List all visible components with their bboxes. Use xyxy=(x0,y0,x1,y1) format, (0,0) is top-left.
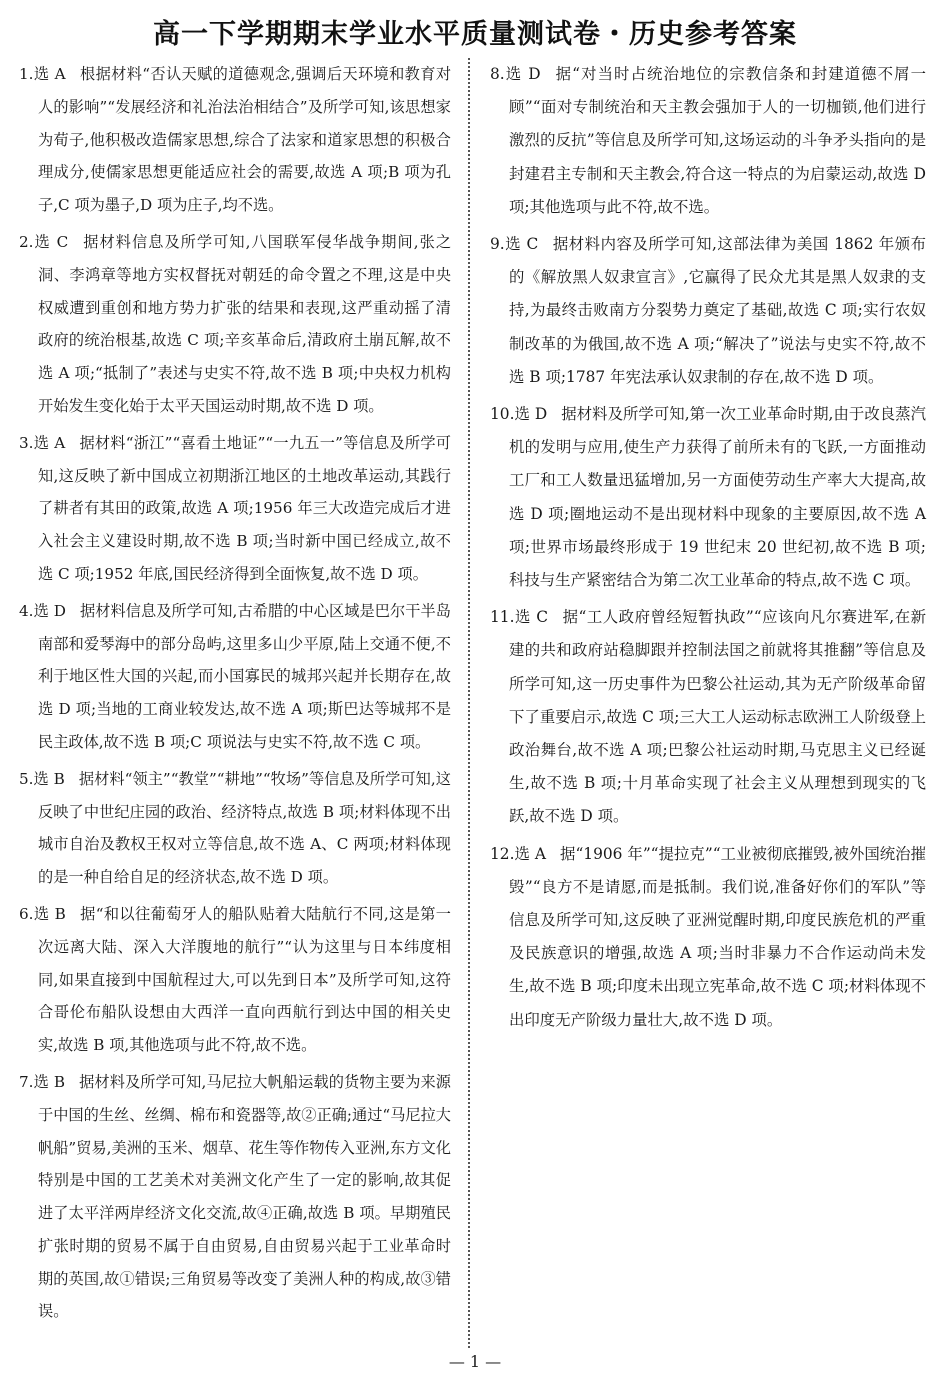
answer-item xyxy=(490,398,926,597)
item-number: 11. xyxy=(490,608,515,627)
item-explanation: 据材料及所学可知,第一次工业革命时期,由于改良蒸汽机的发明与应用,使生产力获得了前所未有的飞跃,一方面推动工厂和工人数量迅猛增加,另一方面使劳动生产率大大提高,故选 D 项;圈地运动不是出现材料中现象的主要原因,故不选 A 项;世界市场最终形成于 19 世纪末 20 世纪初,故不选 B 项;科技与生产紧密结合为第二次工业革命的特点,故不选 C 项。 xyxy=(509,405,926,590)
item-explanation: 据材料内容及所学可知,这部法律为美国 1862 年颁布的《解放黑人奴隶宣言》,它赢得了民众尤其是黑人奴隶的支持,为最终击败南方分裂势力奠定了基础,故选 C 项;实行农奴制改革的为俄国,故不选 A 项;“解决了”说法与史实不符,故不选 B 项;1787 年宪法承认奴隶制的存在,故不选 D 项。 xyxy=(509,235,926,386)
item-answer: 选 B xyxy=(33,904,66,923)
item-answer: 选 A xyxy=(514,844,546,863)
answer-item xyxy=(490,58,926,224)
item-number: 8. xyxy=(490,65,505,83)
right-column xyxy=(490,58,926,1041)
item-answer: 选 C xyxy=(504,235,539,254)
item-answer: 选 A xyxy=(33,65,66,83)
item-number: 5. xyxy=(19,769,34,788)
item-number: 2. xyxy=(19,232,34,251)
answer-item xyxy=(19,427,451,591)
item-explanation: 据材料“领主”“教堂”“耕地”“牧场”等信息及所学可知,这反映了中世纪庄园的政治、经济特点,故选 B 项;材料体现不出城市自治及教权王权对立等信息,故不选 A、C 两项;材料体现的是一种自给自足的经济状态,故不选 D 项。 xyxy=(38,769,451,887)
item-explanation: 据材料“浙江”“喜看土地证”“一九五一”等信息及所学可知,这反映了新中国成立初期浙江地区的土地改革运动,其践行了耕者有其田的政策,故选 A 项;1956 年三大改造完成后才进入社会主义建设时期,故不选 B 项;当时新中国已经成立,故不选 C 项;1952 年底,国民经济得到全面恢复,故不选 D 项。 xyxy=(38,433,451,583)
left-column xyxy=(19,58,451,1332)
item-answer: 选 B xyxy=(33,1072,65,1091)
item-number: 12. xyxy=(490,844,515,863)
page-title: 高一下学期期末学业水平质量测试卷・历史参考答案 xyxy=(153,19,797,50)
item-explanation: 据“对当时占统治地位的宗教信条和封建道德不屑一顾”“面对专制统治和天主教会强加于人的一切枷锁,他们进行激烈的反抗”等信息及所学可知,这场运动的斗争矛头指向的是封建君主专制和天主教会,符合这一特点的为启蒙运动,故选 D 项;其他选项与此不符,故不选。 xyxy=(509,65,927,216)
item-number: 1. xyxy=(19,65,34,83)
item-answer: 选 D xyxy=(33,601,66,620)
item-explanation: 据材料信息及所学可知,古希腊的中心区域是巴尔干半岛南部和爱琴海中的部分岛屿,这里多山少平原,陆上交通不便,不利于地区性大国的兴起,而小国寡民的城邦兴起并长期存在,故选 D 项;当地的工商业较发达,故不选 A 项;斯巴达等城邦不是民主政体,故不选 B 项;C 项说法与史实不符,故不选 C 项。 xyxy=(38,601,451,751)
answer-item xyxy=(19,898,451,1062)
item-answer: 选 B xyxy=(33,769,65,788)
item-explanation: 据材料信息及所学可知,八国联军侵华战争期间,张之洞、李鸿章等地方实权督抚对朝廷的命令置之不理,这是中央权威遭到重创和地方势力扩张的结果和表现,这严重动摇了清政府的统治根基,故选 C 项;辛亥革命后,清政府土崩瓦解,故不选 A 项;“抵制了”表述与史实不符,故不选 B 项;中央权力机构开始发生变化始于太平天国运动时期,故不选 D 项。 xyxy=(38,232,452,415)
page-number: — 1 — xyxy=(448,1352,502,1371)
item-explanation: 根据材料“否认天赋的道德观念,强调后天环境和教育对人的影响”“发展经济和礼治法治相结合”及所学可知,该思想家为荀子,他积极改造儒家思想,综合了法家和道家思想的积极合理成分,使儒家思想更能适应社会的需要,故选 A 项;B 项为孔子,C 项为墨子,D 项为庄子,均不选。 xyxy=(38,65,452,215)
item-number: 3. xyxy=(19,433,34,452)
answer-item xyxy=(19,763,451,894)
item-explanation: 据材料及所学可知,马尼拉大帆船运载的货物主要为来源于中国的生丝、丝绸、棉布和瓷器等,故②正确;通过“马尼拉大帆船”贸易,美洲的玉米、烟草、花生等作物传入亚洲,东方文化特别是中国的工艺美术对美洲文化产生了一定的影响,故其促进了太平洋两岸经济文化交流,故④正确,故选 B 项。早期殖民扩张时期的贸易不属于自由贸易,自由贸易兴起于工业革命时期的英国,故①错误;三角贸易等改变了美洲人种的构成,故③错误。 xyxy=(38,1072,451,1321)
item-answer: 选 A xyxy=(33,433,66,452)
item-explanation: 据“和以往葡萄牙人的船队贴着大陆航行不同,这是第一次远离大陆、深入大洋腹地的航行”“认为这里与日本纬度相同,如果直接到中国航程过大,可以先到日本”及所学可知,这符合哥伦布船队设想由大西洋一直向西航行到达中国的相关史实,故选 B 项,其他选项与此不符,故不选。 xyxy=(38,904,451,1055)
answer-item xyxy=(19,595,451,759)
item-explanation: 据“1906 年”“提拉克”“工业被彻底摧毁,被外国统治摧毁”“良方不是请愿,而是抵制。我们说,准备好你们的军队”等信息及所学可知,这反映了亚洲觉醒时期,印度民族危机的严重及民族意识的增强,故选 A 项;当时非暴力不合作运动尚未发生,故不选 B 项;印度未出现立宪革命,故不选 C 项;材料体现不出印度无产阶级力量壮大,故不选 D 项。 xyxy=(509,844,926,1029)
item-explanation: 据“工人政府曾经短暂执政”“应该向凡尔赛进军,在新建的共和政府站稳脚跟并控制法国之前就将其推翻”等信息及所学可知,这一历史事件为巴黎公社运动,其为无产阶级革命留下了重要启示,故选 C 项;三大工人运动标志欧洲工人阶级登上政治舞台,故不选 A 项;巴黎公社运动时期,马克思主义已经诞生,故不选 B 项;十月革命实现了社会主义从理想到现实的飞跃,故不选 D 项。 xyxy=(509,608,927,826)
item-answer: 选 D xyxy=(514,405,548,424)
answer-item xyxy=(490,228,926,394)
item-number: 10. xyxy=(490,405,515,424)
item-answer: 选 C xyxy=(514,608,549,627)
answer-item xyxy=(19,226,451,423)
answer-item xyxy=(19,1066,451,1328)
answer-item xyxy=(19,58,451,222)
answer-item xyxy=(490,838,926,1037)
column-divider xyxy=(468,58,470,1348)
item-number: 6. xyxy=(19,904,34,923)
item-answer: 选 D xyxy=(504,65,541,83)
answer-item xyxy=(490,601,926,833)
item-number: 9. xyxy=(490,235,505,254)
item-number: 7. xyxy=(19,1072,34,1091)
item-number: 4. xyxy=(19,601,34,620)
item-answer: 选 C xyxy=(33,232,69,251)
